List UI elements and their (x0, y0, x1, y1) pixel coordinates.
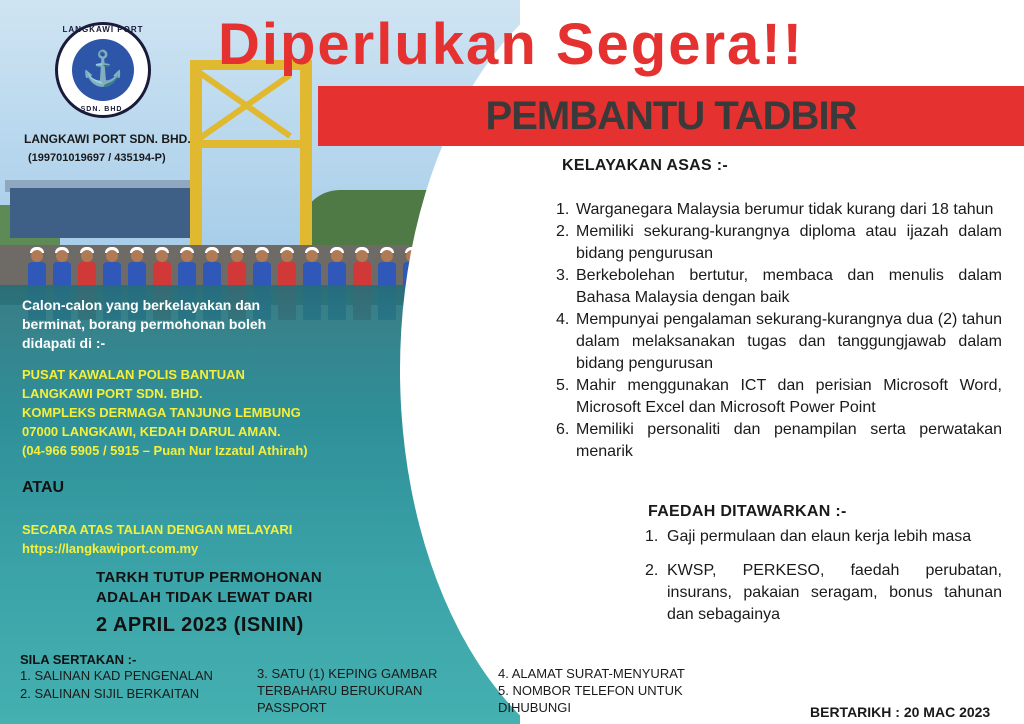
benefits-title: FAEDAH DITAWARKAN :- (648, 503, 847, 520)
list-item: 2. KWSP, PERKESO, faedah perubatan, insurans, pakaian seragam, bonus tahunan dan sebagainya (645, 562, 1002, 623)
company-registration: (199701019697 / 435194-P) (28, 152, 166, 164)
list-item: 6. Memiliki personaliti dan penampilan serta perwatakan menarik (556, 421, 1002, 460)
application-address: PUSAT KAWALAN POLIS BANTUAN LANGKAWI PORT SDN. BHD. KOMPLEKS DERMAGA TANJUNG LEMBUNG 07000 LANGKAWI, KEDAH DARUL AMAN. (04-966 5905 / 5915 – Puan Nur Izzatul Athirah) (22, 367, 308, 458)
position-title: PEMBANTU TADBIR (485, 94, 857, 138)
posting-date: BERTARIKH : 20 MAC 2023 (810, 704, 991, 720)
attachments-col-3: 4. ALAMAT SURAT-MENYURAT 5. NOMBOR TELEFON UNTUK DIHUBUNGI (498, 666, 685, 715)
list-item: 1. Warganegara Malaysia berumur tidak kurang dari 18 tahun (556, 201, 994, 218)
application-intro: Calon-calon yang berkelayakan dan berminat, borang permohonan boleh didapati di :- (22, 297, 267, 351)
list-item: 3. Berkebolehan bertutur, membaca dan menulis dalam Bahasa Malaysia dengan baik (556, 267, 1002, 306)
attachments-col-1: 1. SALINAN KAD PENGENALAN 2. SALINAN SIJIL BERKAITAN (20, 668, 213, 701)
qualifications-list (556, 199, 1002, 463)
attachments-title: SILA SERTAKAN :- (20, 652, 137, 667)
website-link[interactable]: https://langkawiport.com.my (22, 541, 199, 556)
list-item: 1. Gaji permulaan dan elaun kerja lebih masa (645, 528, 972, 545)
company-name: LANGKAWI PORT SDN. BHD. (24, 132, 191, 146)
anchor-icon: ⚓ (81, 50, 125, 88)
company-logo: LANGKAWI PORT ⚓ SDN. BHD. (55, 22, 151, 118)
deadline-text: TARKH TUTUP PERMOHONAN ADALAH TIDAK LEWAT DARI (96, 569, 323, 606)
list-item: 5. Mahir menggunakan ICT dan perisian Microsoft Word, Microsoft Excel dan Microsoft Power Point (556, 377, 1002, 416)
headline: Diperlukan Segera!! (218, 12, 804, 77)
list-item: 4. Mempunyai pengalaman sekurang-kurangnya dua (2) tahun dalam melaksanakan tugas dan tanggungjawab dalam bidang pengurusan (556, 311, 1002, 372)
deadline-date: 2 APRIL 2023 (ISNIN) (96, 614, 304, 636)
attachments-col-2: 3. SATU (1) KEPING GAMBAR TERBAHARU BERUKURAN PASSPORT (257, 666, 438, 715)
qualifications-title: KELAYAKAN ASAS :- (562, 157, 729, 174)
benefits-list (645, 526, 1002, 626)
list-item: 2. Memiliki sekurang-kurangnya diploma atau ijazah dalam bidang pengurusan (556, 223, 1002, 262)
online-application: SECARA ATAS TALIAN DENGAN MELAYARI https://langkawiport.com.my (22, 522, 293, 556)
or-label: ATAU (22, 479, 65, 496)
